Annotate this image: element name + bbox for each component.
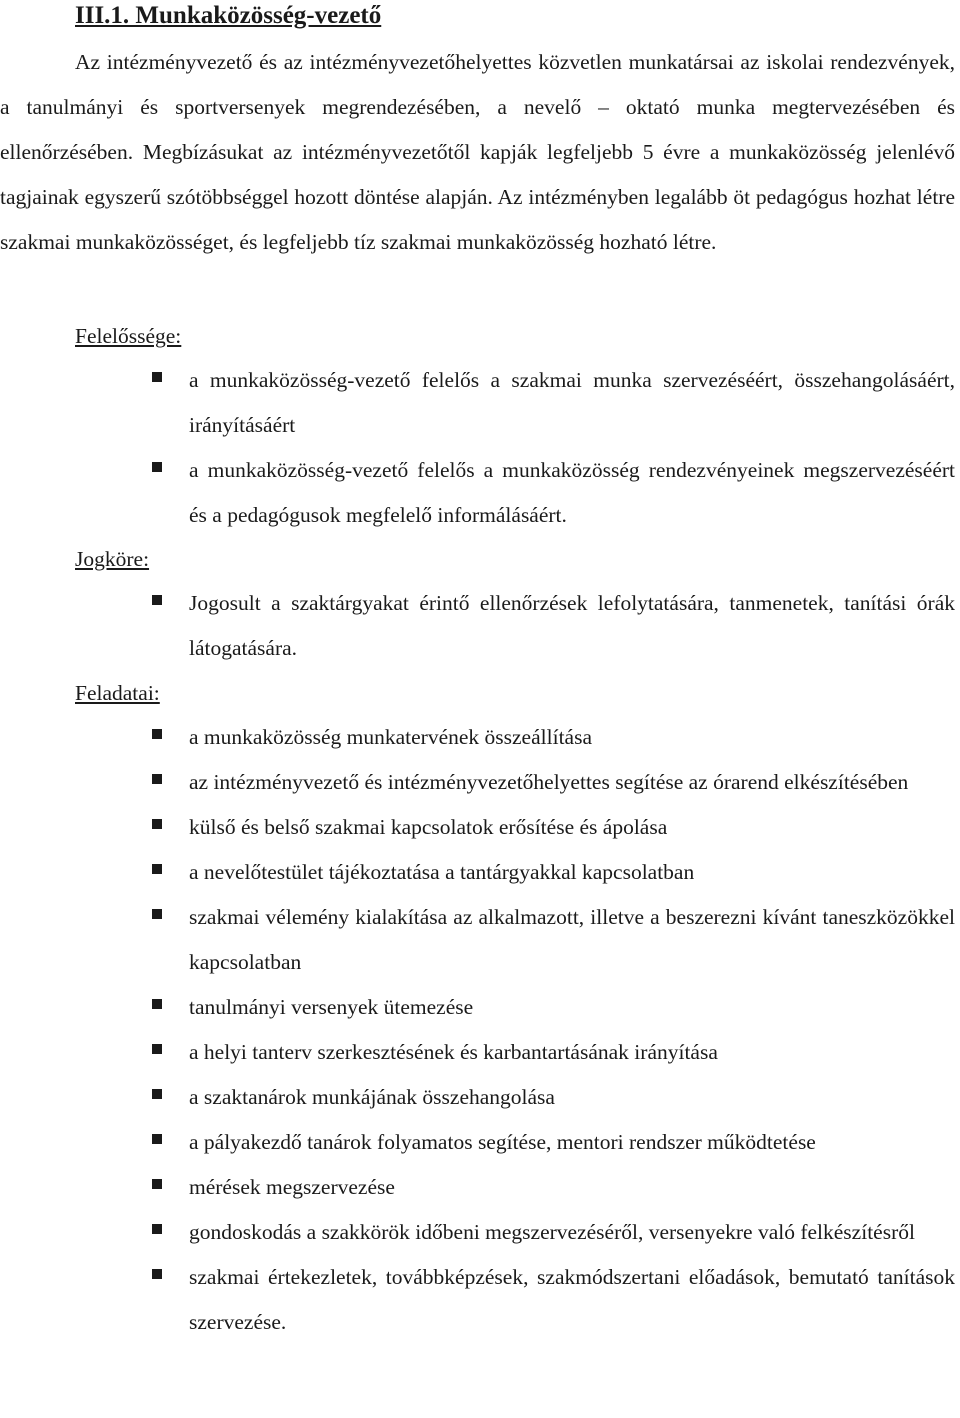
list-item (0, 850, 960, 895)
list-item-text: szakmai értekezletek, továbbképzések, szakmódszertani előadások, bemutató tanítások szervezése. (189, 1265, 955, 1334)
square-bullet-icon (152, 1269, 162, 1279)
list-item (0, 805, 960, 850)
square-bullet-icon (152, 372, 162, 382)
felelossege-title: Felelőssége: (75, 324, 182, 348)
list-item (0, 1165, 960, 1210)
square-bullet-icon (152, 774, 162, 784)
list-item-text: az intézményvezető és intézményvezetőhelyettes segítése az órarend elkészítésében (189, 770, 909, 794)
list-item (0, 715, 960, 760)
list-item-text: a szaktanárok munkájának összehangolása (189, 1085, 555, 1109)
square-bullet-icon (152, 729, 162, 739)
intro-text: Az intézményvezető és az intézményvezetőhelyettes közvetlen munkatársai az iskolai rendezvények, a tanulmányi és sportversenyek megrendezésében, a nevelő – oktató munka megtervezésében és ellenőrzésében. Megbízásukat az intézményvezetőtől kapják legfeljebb 5 évre a munkaközösség jelenlévő tagjainak egyszerű szótöbbséggel hozott döntése alapján. Az intézményben legalább öt pedagógus hozhat létre szakmai munkaközösséget, és legfeljebb tíz szakmai munkaközösség hozható létre. (0, 50, 955, 254)
list-item (0, 760, 960, 805)
jogkore-list (0, 581, 960, 671)
square-bullet-icon (152, 909, 162, 919)
list-item (0, 1210, 960, 1255)
list-item-text: mérések megszervezése (189, 1175, 395, 1199)
section-heading: III.1. Munkaközösség-vezető (75, 2, 382, 29)
list-item (0, 448, 960, 538)
square-bullet-icon (152, 864, 162, 874)
list-item-text: Jogosult a szaktárgyakat érintő ellenőrzések lefolytatására, tanmenetek, tanítási órák látogatására. (189, 591, 955, 660)
list-item (0, 1120, 960, 1165)
list-item (0, 358, 960, 448)
square-bullet-icon (152, 595, 162, 605)
square-bullet-icon (152, 1179, 162, 1189)
list-item-text: gondoskodás a szakkörök időbeni megszervezéséről, versenyekre való felkészítésről (189, 1220, 915, 1244)
feladatai-list (0, 715, 960, 1345)
square-bullet-icon (152, 819, 162, 829)
square-bullet-icon (152, 1044, 162, 1054)
feladatai-title: Feladatai: (75, 681, 160, 705)
felelossege-list (0, 358, 960, 538)
list-item-text: a munkaközösség munkatervének összeállítása (189, 725, 592, 749)
square-bullet-icon (152, 1134, 162, 1144)
list-item-text: külső és belső szakmai kapcsolatok erősítése és ápolása (189, 815, 668, 839)
list-item (0, 895, 960, 985)
list-item-text: a munkaközösség-vezető felelős a szakmai munka szervezéséért, összehangolásáért, irányításáért (189, 368, 955, 437)
list-item-text: a helyi tanterv szerkesztésének és karbantartásának irányítása (189, 1040, 718, 1064)
intro-paragraph (0, 40, 955, 265)
list-item-text: a nevelőtestület tájékoztatása a tantárgyakkal kapcsolatban (189, 860, 695, 884)
list-item (0, 1075, 960, 1120)
square-bullet-icon (152, 999, 162, 1009)
list-item-text: a munkaközösség-vezető felelős a munkaközösség rendezvényeinek megszervezéséért és a pedagógusok megfelelő informálásáért. (189, 458, 955, 527)
list-item (0, 1255, 960, 1345)
square-bullet-icon (152, 1089, 162, 1099)
list-item-text: tanulmányi versenyek ütemezése (189, 995, 474, 1019)
list-item-text: a pályakezdő tanárok folyamatos segítése, mentori rendszer működtetése (189, 1130, 816, 1154)
list-item (0, 581, 960, 671)
square-bullet-icon (152, 1224, 162, 1234)
jogkore-title: Jogköre: (75, 547, 150, 571)
list-item-text: szakmai vélemény kialakítása az alkalmazott, illetve a beszerezni kívánt taneszközökkel kapcsolatban (189, 905, 955, 974)
list-item (0, 1030, 960, 1075)
list-item (0, 985, 960, 1030)
square-bullet-icon (152, 462, 162, 472)
